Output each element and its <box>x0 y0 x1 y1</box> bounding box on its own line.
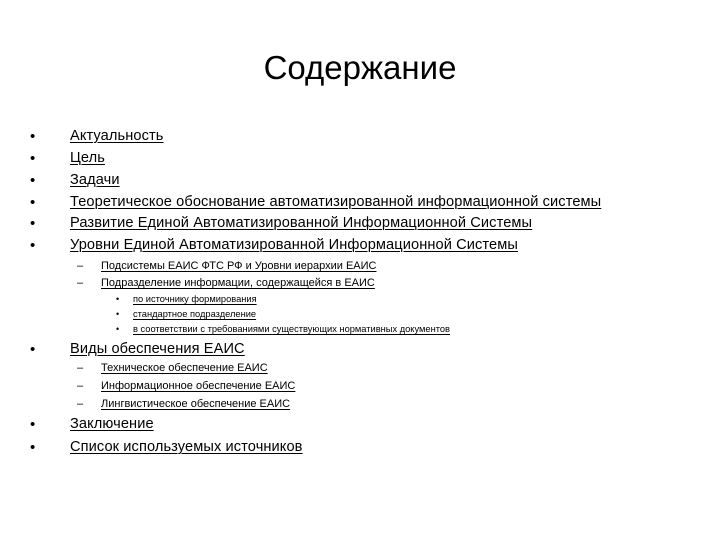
toc-link-goal[interactable]: Цель <box>70 150 105 166</box>
dash-icon: – <box>77 362 84 374</box>
toc-link-theory[interactable]: Теоретическое обоснование автоматизированной информационной системы <box>70 194 602 210</box>
toc-link-technical[interactable]: Техническое обеспечение ЕАИС <box>101 362 268 374</box>
toc-link-levels[interactable]: Уровни Единой Автоматизированной Информационной Системы <box>70 237 518 253</box>
bullet-icon: • <box>30 194 36 211</box>
bullet-icon: • <box>30 237 36 254</box>
toc-link-support-types[interactable]: Виды обеспечения ЕАИС <box>70 341 245 357</box>
bullet-icon: • <box>116 324 120 334</box>
toc-link-informational[interactable]: Информационное обеспечение ЕАИС <box>101 380 296 392</box>
toc-link-relevance[interactable]: Актуальность <box>70 128 164 144</box>
toc-link-standard[interactable]: стандартное подразделение <box>133 309 257 319</box>
toc-link-linguistic[interactable]: Лингвистическое обеспечение ЕАИС <box>101 398 291 410</box>
bullet-icon: • <box>116 294 120 304</box>
toc-link-source[interactable]: по источнику формирования <box>133 294 257 304</box>
dash-icon: – <box>77 398 84 410</box>
bullet-icon: • <box>30 172 36 189</box>
dash-icon: – <box>77 260 84 272</box>
bullet-icon: • <box>30 416 36 433</box>
toc-link-conclusion[interactable]: Заключение <box>70 416 154 432</box>
toc-link-subsystems[interactable]: Подсистемы ЕАИС ФТС РФ и Уровни иерархии ЕАИС <box>101 260 377 272</box>
bullet-icon: • <box>30 150 36 167</box>
bullet-icon: • <box>30 341 36 358</box>
toc-link-tasks[interactable]: Задачи <box>70 172 120 188</box>
dash-icon: – <box>77 380 84 392</box>
toc-link-development[interactable]: Развитие Единой Автоматизированной Информационной Системы <box>70 215 533 231</box>
bullet-icon: • <box>30 128 36 145</box>
bullet-icon: • <box>116 309 120 319</box>
toc-link-sources[interactable]: Список используемых источников <box>70 439 303 455</box>
toc-link-regulations[interactable]: в соответствии с требованиями существующих нормативных документов <box>133 324 450 334</box>
slide-title: Содержание <box>263 49 457 86</box>
bullet-icon: • <box>30 215 36 232</box>
bullet-icon: • <box>30 439 36 456</box>
toc-link-info-division[interactable]: Подразделение информации, содержащейся в ЕАИС <box>101 277 375 289</box>
dash-icon: – <box>77 277 84 289</box>
